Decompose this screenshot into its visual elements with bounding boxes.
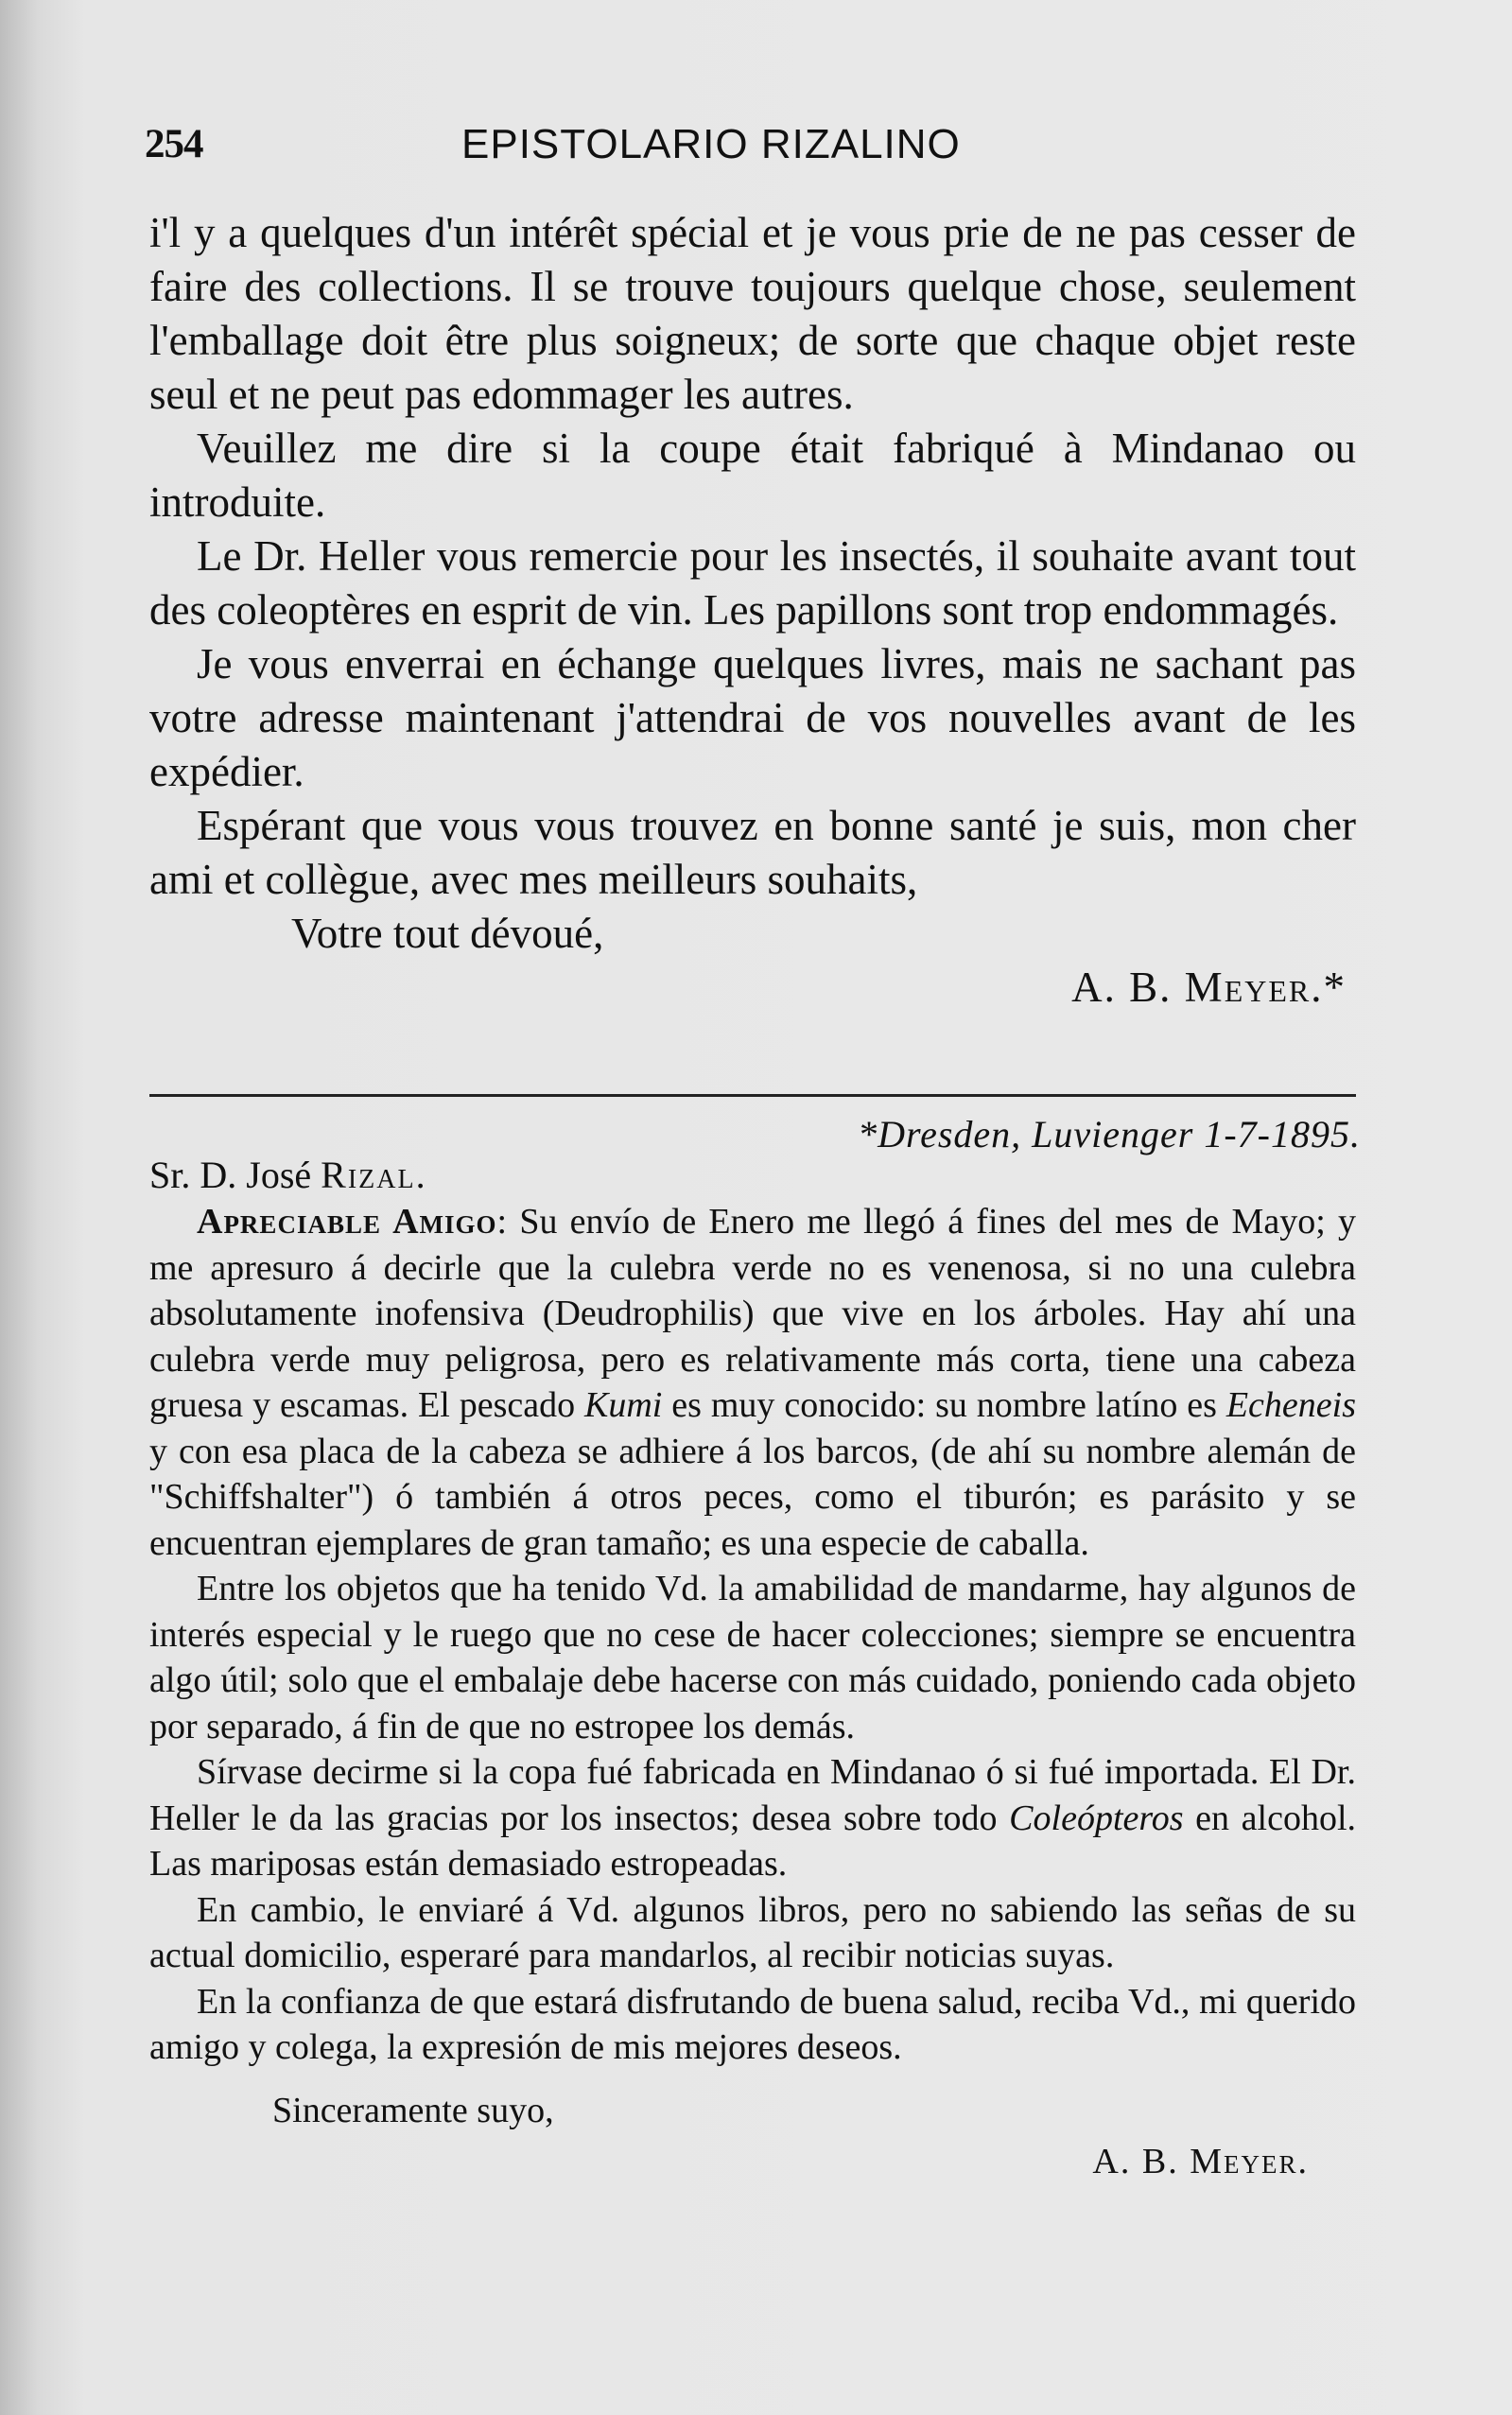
french-signature: A. B. Meyer.* — [1071, 964, 1347, 1011]
italic-kumi: Kumi — [584, 1385, 663, 1425]
french-paragraph-5: Espérant que vous vous trouvez en bonne santé je suis, mon cher ami et collègue, avec mes meilleurs souhaits, — [149, 802, 1356, 903]
spanish-paragraph-4: En cambio, le enviaré á Vd. algunos libros, pero no sabiendo las señas de su actual domicilio, esperaré para mandarlos, al recibir noticias suyas. — [149, 1889, 1356, 1975]
section-divider — [149, 1094, 1356, 1097]
french-paragraph-4: Je vous enverrai en échange quelques livres, mais ne sachant pas votre adresse maintenant j'attendrai de vos nouvelles avant de les expédier. — [149, 640, 1356, 795]
addressee-prefix: Sr. D. José — [149, 1154, 322, 1196]
italic-coleopteros: Coleópteros — [1009, 1798, 1184, 1838]
spanish-letter — [149, 1199, 1356, 2185]
salutation: Apreciable Amigo — [197, 1202, 497, 1242]
spanish-text: es muy conocido: su nombre latíno es — [662, 1385, 1226, 1425]
addressee — [149, 1153, 427, 1197]
french-letter — [149, 206, 1356, 1015]
french-paragraph-2: Veuillez me dire si la coupe était fabriqué à Mindanao ou introduite. — [149, 425, 1356, 526]
spanish-text: y con esa placa de la cabeza se adhiere á los barcos, (de ahí su nombre alemán de "Schiffshalter") ó también á otros peces, como el tiburón; es parásito y se encuentran ejemplares de gran tamaño; es una especie de caballa. — [149, 1431, 1356, 1563]
spanish-text: Sírvase decirme si la copa fué fabricada en Mindanao ó si fué importada. El Dr. Heller le da las gracias por los insectos; desea sobre todo — [149, 1752, 1356, 1838]
addressee-name: Rizal. — [321, 1154, 427, 1196]
spanish-paragraph-1 — [149, 1199, 1356, 1566]
spanish-signature: A. B. Meyer. — [1092, 2142, 1309, 2181]
french-closing: Votre tout dévoué, — [291, 910, 604, 957]
footnote-place-date: *Dresden, Luvienger 1-7-1895. — [858, 1113, 1361, 1155]
page-number: 254 — [145, 122, 203, 166]
french-paragraph-1: i'l y a quelques d'un intérêt spécial et je vous prie de ne pas cesser de faire des collections. Il se trouve toujours quelque chose, seulement l'emballage doit être plus soigneux; de sorte que chaque objet reste seul et ne peut pas edommager les autres. — [149, 209, 1356, 418]
italic-echeneis: Echeneis — [1225, 1385, 1356, 1425]
spanish-paragraph-3 — [149, 1749, 1356, 1887]
spanish-paragraph-5: En la confianza de que estará disfrutando de buena salud, reciba Vd., mi querido amigo y colega, la expresión de mis mejores deseos. — [149, 1981, 1356, 2067]
spanish-text: en alcohol. Las mariposas están demasiado estropeadas. — [149, 1798, 1356, 1884]
running-title: EPISTOLARIO RIZALINO — [461, 121, 961, 167]
spanish-closing: Sinceramente suyo, — [272, 2090, 554, 2130]
spanish-text: : Su envío de Enero me llegó á fines del mes de Mayo; y me apresuro á decirle que la culebra verde no es venenosa, si no una culebra absolutamente inofensiva (Deudrophilis) que vive en los árboles. Hay ahí una culebra verde muy peligrosa, pero es relativamente más corta, tiene una cabeza gruesa y escamas. El pescado — [149, 1202, 1356, 1425]
spanish-paragraph-2: Entre los objetos que ha tenido Vd. la amabilidad de mandarme, hay algunos de interés especial y le ruego que no cese de hacer colecciones; siempre se encuentra algo útil; solo que el embalaje debe hacerse con más cuidado, poniendo cada objeto por separado, á fin de que no estropee los demás. — [149, 1569, 1356, 1746]
french-paragraph-3: Le Dr. Heller vous remercie pour les insectés, il souhaite avant tout des coleoptères en esprit de vin. Les papillons sont trop endommagés. — [149, 532, 1356, 634]
